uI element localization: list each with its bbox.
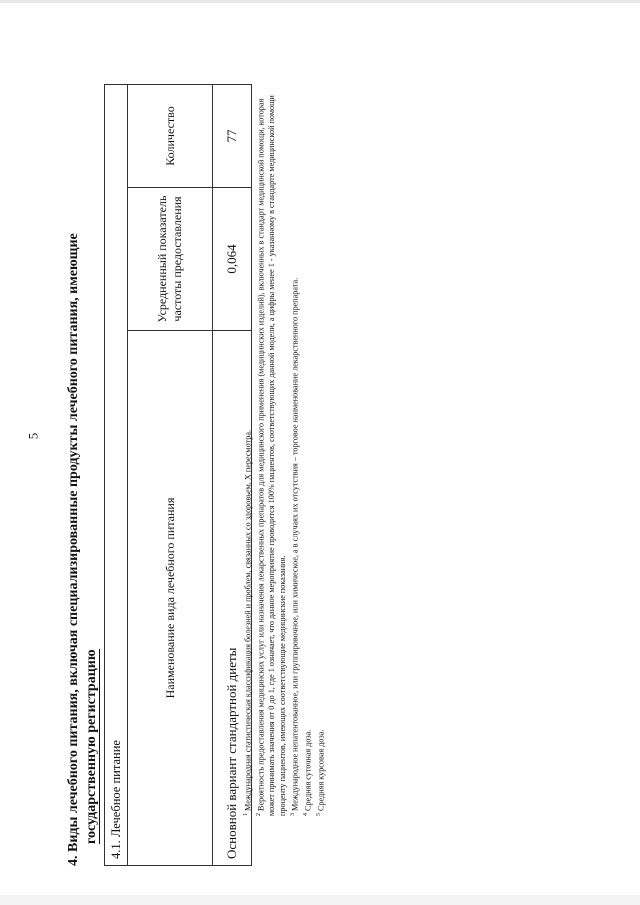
column-header-quantity: Количество	[128, 85, 213, 188]
footnotes	[241, 84, 327, 846]
column-header-name: Наименование вида лечебного питания	[128, 331, 213, 866]
table-header-row	[128, 85, 213, 866]
footnote-5: $^5$ Средняя курсовая доза.	[315, 729, 326, 816]
table-section-row	[105, 85, 128, 866]
scan-edge-top	[0, 0, 640, 3]
nutrition-table	[104, 84, 252, 866]
footnote-4: $^4$ Средняя суточная доза.	[303, 729, 313, 816]
row-quantity-value: 77	[213, 85, 252, 188]
row-diet-name: Основной вариант стандартной диеты	[213, 331, 252, 866]
column-header-indicator: Усредненный показатель частоты предоставления	[128, 188, 213, 331]
footnote-1: $^1$ Международная статистическая классификация болезней и проблем, связанных со здоровьем, X пересмотра.	[243, 429, 253, 816]
row-indicator-value: 0,064	[213, 188, 252, 331]
section-heading-number: 4.	[66, 855, 81, 866]
section-heading-text-line2: государственную регистрацию	[84, 649, 99, 844]
page-number: 5	[25, 432, 41, 440]
scan-edge-bottom	[0, 895, 640, 905]
footnote-3: $^3$ Международное непатентованное, или группировочное, или химическое, а в случаях их отсутствия – торговое наименование лекарственного препарата.	[290, 277, 301, 816]
table-section-label: 4.1. Лечебное питание	[105, 85, 128, 866]
section-heading-text: Виды лечебного питания, включая специализированные продукты лечебного питания, имеющие	[66, 233, 81, 852]
footnote-2: $^2$ Вероятность предоставления медицинских услуг или назначения лекарственных препаратов для медицинского применения (медицинских изделий), включенных в стандарт медицинской помощи, которая может принимать значения от 0 до 1, где 1 означает, что данное мероприятие проводится 100% пациентов, соответствующих данной модели, а цифры менее 1 - указанному в стандарте медицинской помощи проценту пациентов, имеющих соответствующие медицинские показания.	[255, 95, 288, 816]
section-heading	[65, 84, 101, 866]
rotated-page-content	[65, 44, 605, 866]
